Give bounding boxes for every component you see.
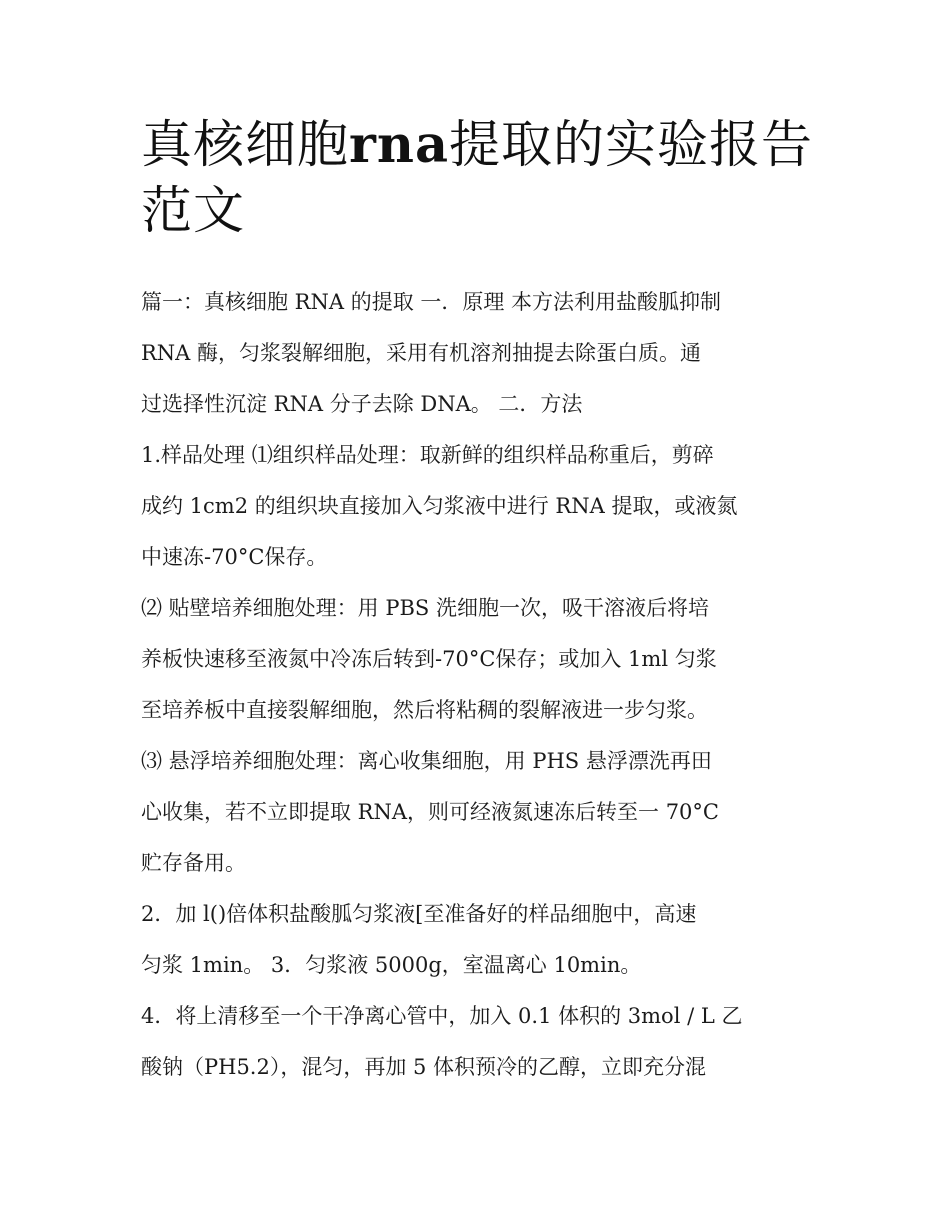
title-prefix: 真核细胞 (141, 116, 350, 175)
paragraph-step-1-adherent (141, 583, 821, 736)
text-line: 养板快速移至液氮中冷冻后转到-70°C保存；或加入 1ml 匀浆 (141, 647, 717, 671)
text-line: 4．将上清移至一个干净离心管中，加入 0.1 体积的 3mol / L 乙 (141, 1004, 743, 1028)
document-body (141, 277, 821, 1093)
text-line: 酸钠（PH5.2），混匀，再加 5 体积预冷的乙醇，立即充分混 (141, 1055, 707, 1079)
text-line: 成约 1cm2 的组织块直接加入匀浆液中进行 RNA 提取，或液氮 (141, 494, 738, 518)
paragraph-principle (141, 277, 821, 430)
text-line: 心收集，若不立即提取 RNA，则可经液氮速冻后转至一 70°C (141, 800, 719, 824)
text-line: 过选择性沉淀 RNA 分子去除 DNA。 二．方法 (141, 392, 583, 416)
text-line: ⑵ 贴壁培养细胞处理：用 PBS 洗细胞一次，吸干溶液后将培 (141, 596, 709, 620)
paragraph-step-4 (141, 991, 821, 1093)
title-suffix-2: 范文 (141, 182, 246, 241)
title-suffix-1: 提取的实验报告 (449, 116, 814, 175)
text-line: 贮存备用。 (141, 851, 246, 875)
text-line: 至培养板中直接裂解细胞，然后将粘稠的裂解液进一步匀浆。 (141, 698, 708, 722)
text-line: 2．加 l()倍体积盐酸胍匀浆液[至准备好的样品细胞中，高速 (141, 902, 697, 926)
document-title (141, 112, 821, 245)
text-line: ⑶ 悬浮培养细胞处理：离心收集细胞，用 PHS 悬浮漂洗再田 (141, 749, 712, 773)
title-bold-rna: rna (349, 115, 450, 175)
paragraph-step-1-tissue (141, 430, 821, 583)
text-line: 中速冻-70°C保存。 (141, 545, 328, 569)
text-line: 1.样品处理 ⑴组织样品处理：取新鲜的组织样品称重后，剪碎 (141, 443, 714, 467)
paragraph-step-2-3 (141, 889, 821, 991)
text-line: 篇一：真核细胞 RNA 的提取 一．原理 本方法利用盐酸胍抑制 (141, 290, 722, 314)
paragraph-step-1-suspension (141, 736, 821, 889)
text-line: RNA 酶，匀浆裂解细胞，采用有机溶剂抽提去除蛋白质。通 (141, 341, 702, 365)
text-line: 匀浆 1min。 3．匀浆液 5000g，室温离心 10min。 (141, 953, 642, 977)
